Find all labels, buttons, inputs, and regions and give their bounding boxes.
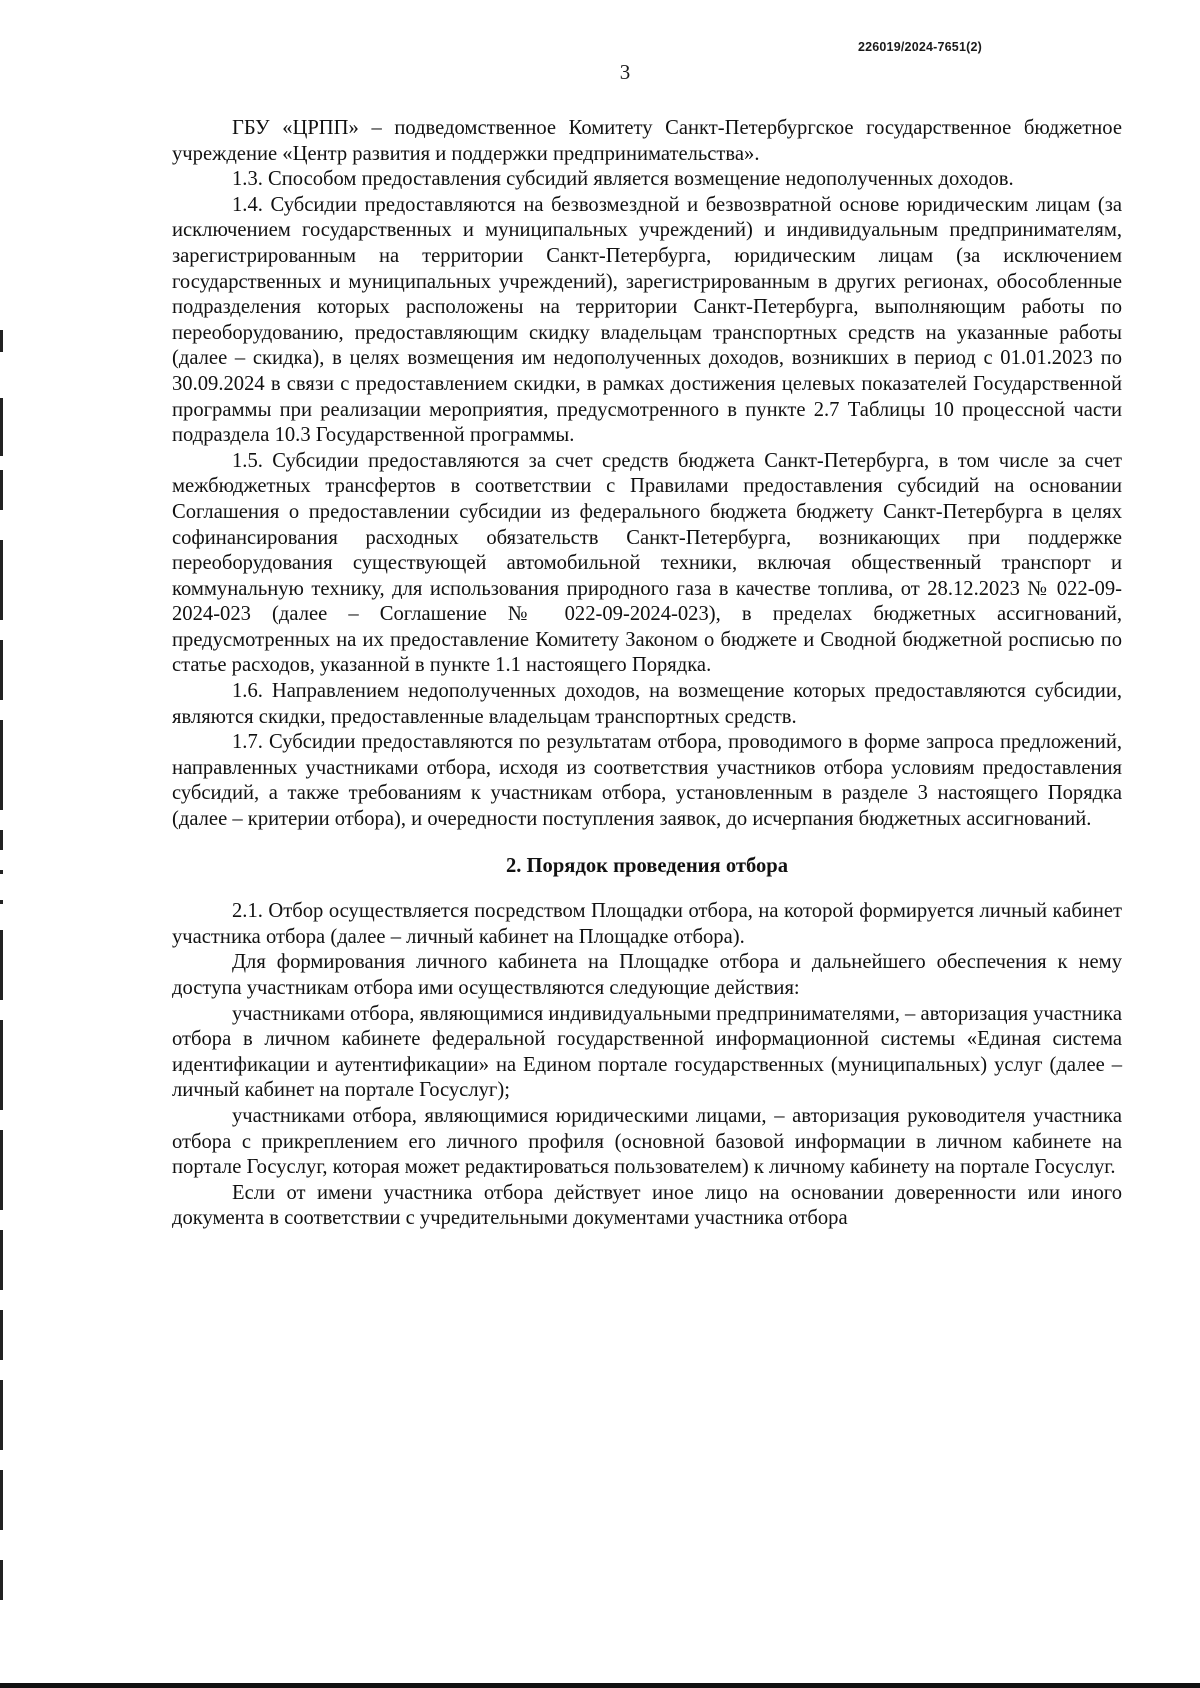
paragraph-1-5: 1.5. Субсидии предоставляются за счет средств бюджета Санкт-Петербурга, в том числе за счет межбюджетных трансфертов в соответствии с Правилами предоставления субсидий на основании Соглашения о предоставлении субсидии из федерального бюджета бюджету Санкт-Петербурга в целях софинансирования расходных обязательств Санкт-Петербурга, возникающих при поддержке переоборудования существующей автомобильной техники, включая общественный транспорт и коммунальную технику, для использования природного газа в качестве топлива, от 28.12.2023 № 022-09-2024-023 (далее – Соглашение № 022-09-2024-023), в пределах бюджетных ассигнований, предусмотренных на их предоставление Комитету Законом о бюджете и Сводной бюджетной росписью по статье расходов, указанной в пункте 1.1 настоящего Порядка.	[172, 449, 1122, 677]
page-number-value: 3	[619, 60, 631, 84]
page-number	[0, 60, 1200, 85]
paragraph-legal-entities: участниками отбора, являющимися юридическими лицами, – авторизация руководителя участника отбора с прикреплением его личного профиля (основной базовой информации в личном кабинете на портале Госуслуг, которая может редактироваться пользователем) к личному кабинету на портале Госуслуг.	[172, 1104, 1122, 1179]
scan-mark	[0, 1470, 3, 1530]
scan-mark	[0, 1560, 3, 1600]
scan-mark	[0, 398, 3, 456]
document-id: 226019/2024-7651(2)	[857, 40, 982, 54]
scan-bottom-edge	[0, 1683, 1200, 1688]
scan-mark	[0, 1310, 3, 1360]
scan-mark	[0, 720, 3, 810]
scan-mark	[0, 870, 3, 874]
scan-mark	[0, 830, 3, 850]
scan-mark	[0, 540, 3, 620]
paragraph-crpp-definition: ГБУ «ЦРПП» – подведомственное Комитету Санкт-Петербургское государственное бюджетное учреждение «Центр развития и поддержки предпринимательства».	[172, 117, 1122, 165]
scan-mark	[0, 1130, 3, 1210]
section-heading: 2. Порядок проведения отбора	[505, 854, 789, 877]
scan-mark	[0, 470, 3, 510]
scan-mark	[0, 930, 3, 1000]
paragraph-proxy: Если от имени участника отбора действует иное лицо на основании доверенности или иного документа в соответствии с учредительными документами участника отбора	[172, 1181, 1122, 1230]
paragraph-cabinet-formation: Для формирования личного кабинета на Площадке отбора и дальнейшего обеспечения к нему доступа участникам отбора ими осуществляются следующие действия:	[172, 951, 1122, 999]
scan-mark	[0, 900, 3, 904]
document-body	[172, 116, 1122, 1232]
scan-mark	[0, 640, 3, 700]
scan-mark	[0, 1230, 3, 1290]
paragraph-1-3: 1.3. Способом предоставления субсидий является возмещение недополученных доходов.	[232, 168, 1014, 191]
paragraph-individual-entrepreneurs: участниками отбора, являющимися индивидуальными предпринимателями, – авторизация участника отбора в личном кабинете федеральной государственной информационной системы «Единая система идентификации и аутентификации» на Едином портале государственных (муниципальных) услуг (далее – личный кабинет на портале Госуслуг);	[172, 1002, 1122, 1102]
scan-margin-marks	[0, 0, 6, 1688]
scan-mark	[0, 1380, 3, 1450]
paragraph-1-4: 1.4. Субсидии предоставляются на безвозмездной и безвозвратной основе юридическим лицам (за исключением государственных и муниципальных учреждений) и индивидуальным предпринимателям, зарегистрированным на территории Санкт-Петербурга, юридическим лицам (за исключением государственных и муниципальных учреждений), зарегистрированным в других регионах, обособленные подразделения которых расположены на территории Санкт-Петербурга, выполняющим работы по переоборудованию, предоставляющим скидку владельцам транспортных средств на указанные работы (далее – скидка), в целях возмещения им недополученных доходов, возникших в период с 01.01.2023 по 30.09.2024 в связи с предоставлением скидки, в рамках достижения целевых показателей Государственной программы при реализации мероприятия, предусмотренного в пункте 2.7 Таблицы 10 процессной части подраздела 10.3 Государственной программы.	[172, 193, 1122, 447]
paragraph-1-6: 1.6. Направлением недополученных доходов, на возмещение которых предоставляются субсидии, являются скидки, предоставленные владельцам транспортных средств.	[172, 680, 1122, 728]
scan-mark	[0, 1020, 3, 1110]
scan-mark	[0, 330, 3, 352]
paragraph-2-1: 2.1. Отбор осуществляется посредством Площадки отбора, на которой формируется личный кабинет участника отбора (далее – личный кабинет на Площадке отбора).	[172, 900, 1122, 948]
paragraph-1-7: 1.7. Субсидии предоставляются по результатам отбора, проводимого в форме запроса предложений, направленных участниками отбора, исходя из соответствия участников отбора условиям предоставления субсидий, а также требованиям к участникам отбора, установленным в разделе 3 настоящего Порядка (далее – критерии отбора), и очередности поступления заявок, до исчерпания бюджетных ассигнований.	[172, 731, 1122, 831]
